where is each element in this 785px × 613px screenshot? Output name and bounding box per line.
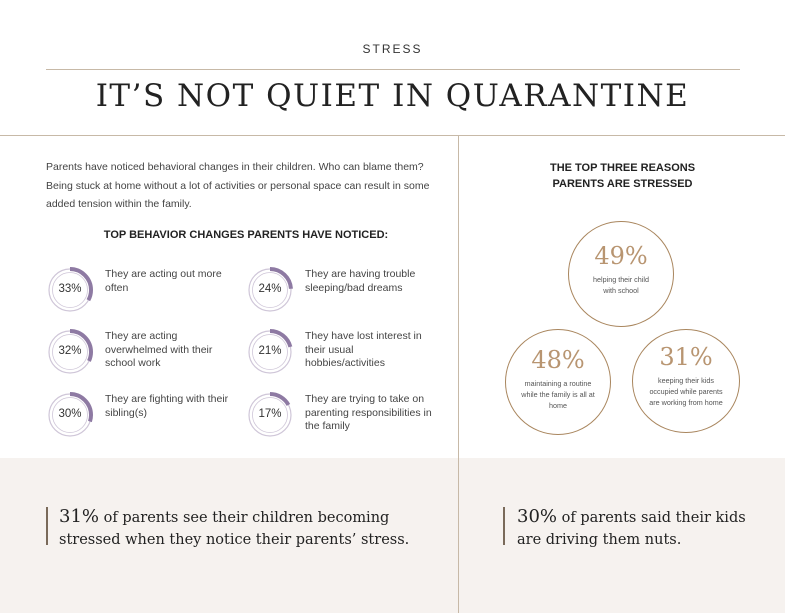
stat-percent: 17% bbox=[258, 408, 282, 420]
left-callout bbox=[59, 506, 439, 551]
section-divider bbox=[0, 135, 785, 136]
behavior-heading: TOP BEHAVIOR CHANGES PARENTS HAVE NOTICED: bbox=[103, 229, 389, 241]
quote-bar bbox=[503, 507, 505, 545]
reason-description: maintaining a routine while the family is all at home bbox=[521, 379, 595, 410]
callout-percent: 31% bbox=[59, 506, 100, 527]
stat-description: They are having trouble sleeping/bad dreams bbox=[305, 268, 416, 294]
reason-bubble bbox=[568, 221, 674, 327]
callout-divider bbox=[458, 458, 459, 613]
reasons-heading bbox=[500, 160, 745, 192]
reason-description: helping their child with school bbox=[593, 275, 649, 295]
reason-bubble bbox=[632, 329, 740, 433]
reason-percent: 31% bbox=[659, 343, 713, 371]
stat-description: They are fighting with their sibling(s) bbox=[105, 393, 229, 419]
stat-percent: 33% bbox=[58, 283, 82, 295]
stat-percent: 30% bbox=[58, 408, 82, 420]
stat-description: They are acting out more often bbox=[105, 268, 222, 294]
section-kicker: STRESS bbox=[362, 42, 423, 56]
reason-bubble bbox=[505, 329, 611, 435]
callout-text: of parents see their children becoming stressed when they notice their parents’ stress. bbox=[59, 510, 410, 548]
stat-percent: 21% bbox=[258, 345, 282, 357]
stat-description: They are acting overwhelmed with their school work bbox=[105, 330, 213, 369]
reason-description: keeping their kids occupied while parents are working from home bbox=[649, 376, 723, 407]
header-rule bbox=[46, 69, 740, 70]
reason-percent: 48% bbox=[531, 346, 585, 374]
stat-percent: 32% bbox=[58, 345, 82, 357]
page-title: IT’S NOT QUIET IN QUARANTINE bbox=[95, 78, 690, 114]
stat-description: They have lost interest in their usual hobbies/activities bbox=[305, 330, 422, 369]
right-callout bbox=[517, 506, 747, 551]
callout-percent: 30% bbox=[517, 506, 558, 527]
intro-paragraph: Parents have noticed behavioral changes in their children. Who can blame them? Being stuck at home without a lot of activities or personal space can result in some added tension within the family. bbox=[46, 161, 430, 210]
stat-description: They are trying to take on parenting responsibilities in the family bbox=[305, 393, 432, 432]
stat-percent: 24% bbox=[258, 283, 282, 295]
reasons-heading-line: PARENTS ARE STRESSED bbox=[552, 178, 693, 190]
callout-text: of parents said their kids are driving them nuts. bbox=[517, 510, 746, 548]
reason-percent: 49% bbox=[594, 242, 648, 270]
reasons-heading-line: THE TOP THREE REASONS bbox=[549, 162, 696, 174]
quote-bar bbox=[46, 507, 48, 545]
